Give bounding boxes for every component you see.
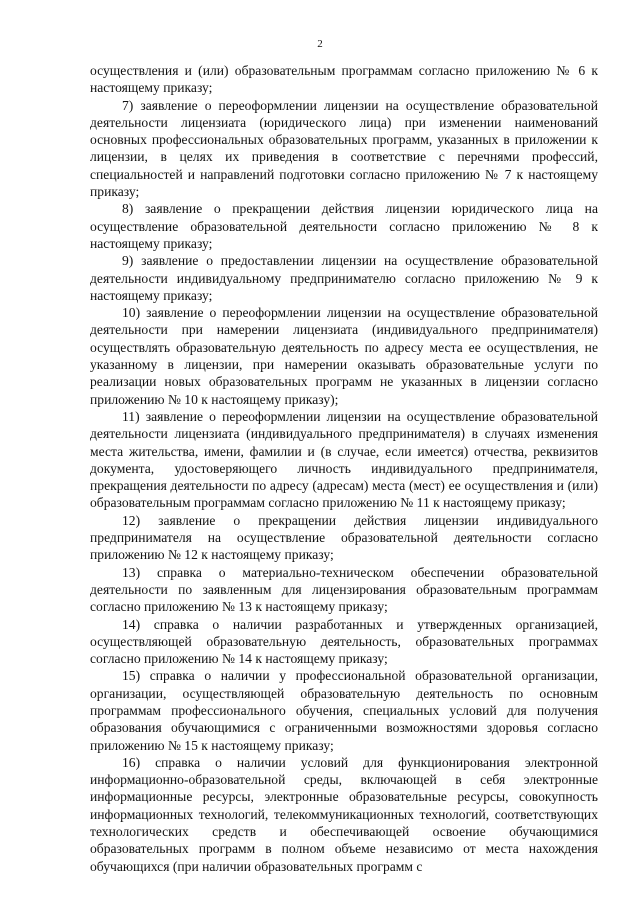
paragraph-continuation: осуществления и (или) образовательным программам согласно приложению № 6 к настоящему приказу;: [90, 63, 598, 96]
document-body: [90, 62, 598, 875]
list-item: 8) заявление о прекращении действия лицензии юридического лица на осуществление образовательной деятельности согласно приложению № 8 к настоящему приказу;: [90, 201, 598, 251]
list-item: 15) справка о наличии у профессиональной образовательной организации, организации, осуществляющей образовательную деятельность по основным программам профессионального обучения, специальных условий для получения образования обучающимися с ограниченными возможностями здоровья согласно приложению № 15 к настоящему приказу;: [90, 668, 598, 753]
list-item: 13) справка о материально-техническом обеспечении образовательной деятельности по заявленным для лицензирования образовательным программам согласно приложению № 13 к настоящему приказу;: [90, 564, 598, 615]
list-item: 7) заявление о переоформлении лицензии на осуществление образовательной деятельности лицензиата (юридического лица) при изменении наименований основных профессиональных образовательных программ, указанных в приложении к лицензии, в целях их приведения в соответствие с перечнями профессий, специальностей и направлений подготовки согласно приложению № 7 к настоящему приказу;: [90, 97, 598, 200]
list-item: 16) справка о наличии условий для функционирования электронной информационно-образовательной среды, включающей в себя электронные информационные ресурсы, электронные образовательные ресурсы, совокупность информационных технологий, телекоммуникационных технологий, соответствующих технологических средств и обеспечивающей освоение обучающимися образовательных программ в полном объеме независимо от места нахождения обучающихся (при наличии образовательных программ с: [90, 754, 598, 874]
list-item: 9) заявление о предоставлении лицензии на осуществление образовательной деятельности индивидуальному предпринимателю согласно приложению № 9 к настоящему приказу;: [90, 253, 598, 303]
list-item: 12) заявление о прекращении действия лицензии индивидуального предпринимателя на осуществление образовательной деятельности согласно приложению № 12 к настоящему приказу;: [90, 512, 598, 563]
list-item: 11) заявление о переоформлении лицензии на осуществление образовательной деятельности лицензиата (индивидуального предпринимателя) в случаях изменения места жительства, имени, фамилии и (в случае, если имеется) отчества, реквизитов документа, удостоверяющего личность индивидуального предпринимателя, прекращения деятельности по адресу (адресам) места (мест) ее осуществления и (или) образовательным программам согласно приложению № 11 к настоящему приказу;: [90, 408, 598, 511]
list-item: 14) справка о наличии разработанных и утвержденных организацией, осуществляющей образовательную деятельность, образовательных программах согласно приложению № 14 к настоящему приказу;: [90, 616, 598, 667]
page-number: 2: [317, 38, 323, 50]
list-item: 10) заявление о переоформлении лицензии на осуществление образовательной деятельности при намерении лицензиата (индивидуального предпринимателя) осуществлять образовательную деятельность по адресу места ее осуществления, не указанному в лицензии, при намерении оказывать образовательные услуги по реализации новых образовательных программ не указанных в лицензии согласно приложению № 10 к настоящему приказу);: [90, 305, 598, 407]
